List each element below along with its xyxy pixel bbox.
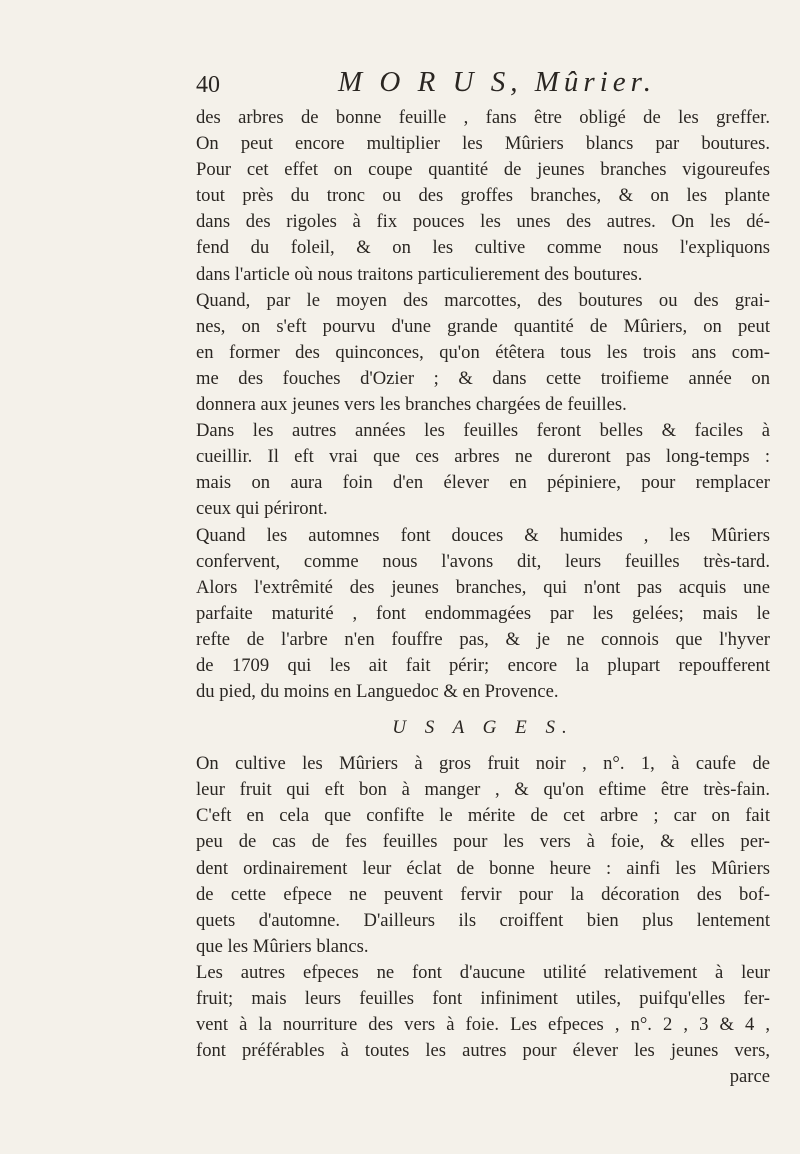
text-line: de cette efpece ne peuvent fervir pour la décoration des bof- bbox=[196, 883, 770, 905]
text-line: dans des rigoles à fix pouces les unes des autres. On les dé- bbox=[196, 211, 770, 233]
section-heading: U S A G E S. bbox=[392, 717, 574, 739]
text-block-cultivation bbox=[196, 105, 770, 705]
body-text bbox=[196, 105, 770, 1090]
text-line: du pied, du moins en Languedoc & en Provence. bbox=[196, 681, 559, 703]
text-line: que les Mûriers blancs. bbox=[196, 935, 369, 957]
running-title: M O R U S, Mûrier. bbox=[338, 66, 656, 98]
text-line: ceux qui périront. bbox=[196, 498, 328, 520]
text-line: Alors l'extrêmité des jeunes branches, qui n'ont pas acquis une bbox=[196, 576, 770, 598]
text-line: des arbres de bonne feuille , fans être obligé de les greffer. bbox=[196, 107, 770, 128]
text-line: peu de cas de fes feuilles pour les vers à foie, & elles per- bbox=[196, 831, 770, 853]
text-line: me des fouches d'Ozier ; & dans cette troifieme année on bbox=[196, 367, 770, 389]
text-line: confervent, comme nous l'avons dit, leurs feuilles très-tard. bbox=[196, 550, 770, 572]
text-line: font préférables à toutes les autres pour élever les jeunes vers, bbox=[196, 1040, 770, 1062]
text-line: de 1709 qui les ait fait périr; encore la plupart repoufferent bbox=[196, 654, 770, 676]
text-line: On peut encore multiplier les Mûriers blancs par boutures. bbox=[196, 133, 770, 155]
text-line: tout près du tronc ou des groffes branches, & on les plante bbox=[196, 185, 770, 207]
text-line: dent ordinairement leur éclat de bonne heure : ainfi les Mûriers bbox=[196, 857, 770, 879]
text-line: en former des quinconces, qu'on étêtera tous les trois ans com- bbox=[196, 341, 770, 363]
text-line: quets d'automne. D'ailleurs ils croiffent bien plus lentement bbox=[196, 909, 770, 931]
page-number: 40 bbox=[196, 72, 220, 98]
text-line: mais on aura foin d'en élever en pépiniere, pour remplacer bbox=[196, 472, 770, 494]
text-line: nes, on s'eft pourvu d'une grande quantité de Mûriers, on peut bbox=[196, 315, 770, 337]
text-line: fruit; mais leurs feuilles font infiniment utiles, puifqu'elles fer- bbox=[196, 988, 770, 1009]
text-line: vent à la nourriture des vers à foie. Les efpeces , n°. 2 , 3 & 4 , bbox=[196, 1014, 770, 1036]
text-line: fend du foleil, & on les cultive comme nous l'expliquons bbox=[196, 237, 770, 259]
text-line: Les autres efpeces ne font d'aucune utilité relativement à leur bbox=[196, 961, 770, 983]
text-block-uses bbox=[196, 751, 770, 1064]
text-line: Quand, par le moyen des marcottes, des boutures ou des grai- bbox=[196, 289, 770, 311]
text-line: dans l'article où nous traitons particulierement des boutures. bbox=[196, 263, 643, 285]
text-line: parfaite maturité , font endommagées par les gelées; mais le bbox=[196, 602, 770, 624]
text-line: Pour cet effet on coupe quantité de jeunes branches vigoureufes bbox=[196, 159, 770, 181]
page-header bbox=[196, 66, 800, 106]
text-line: Dans les autres années les feuilles feront belles & faciles à bbox=[196, 420, 770, 442]
text-line: cueillir. Il eft vrai que ces arbres ne dureront pas long-temps : bbox=[196, 446, 770, 468]
catchword: parce bbox=[729, 1066, 770, 1088]
text-line: Quand les automnes font douces & humides , les Mûriers bbox=[196, 524, 770, 546]
text-line: donnera aux jeunes vers les branches chargées de feuilles. bbox=[196, 394, 627, 416]
text-line: On cultive les Mûriers à gros fruit noir , n°. 1, à caufe de bbox=[196, 753, 770, 775]
text-line: leur fruit qui eft bon à manger , & qu'on eftime être très-fain. bbox=[196, 779, 770, 801]
text-line: refte de l'arbre n'en fouffre pas, & je ne connois que l'hyver bbox=[196, 628, 770, 650]
text-line: C'eft en cela que confifte le mérite de cet arbre ; car on fait bbox=[196, 805, 770, 827]
